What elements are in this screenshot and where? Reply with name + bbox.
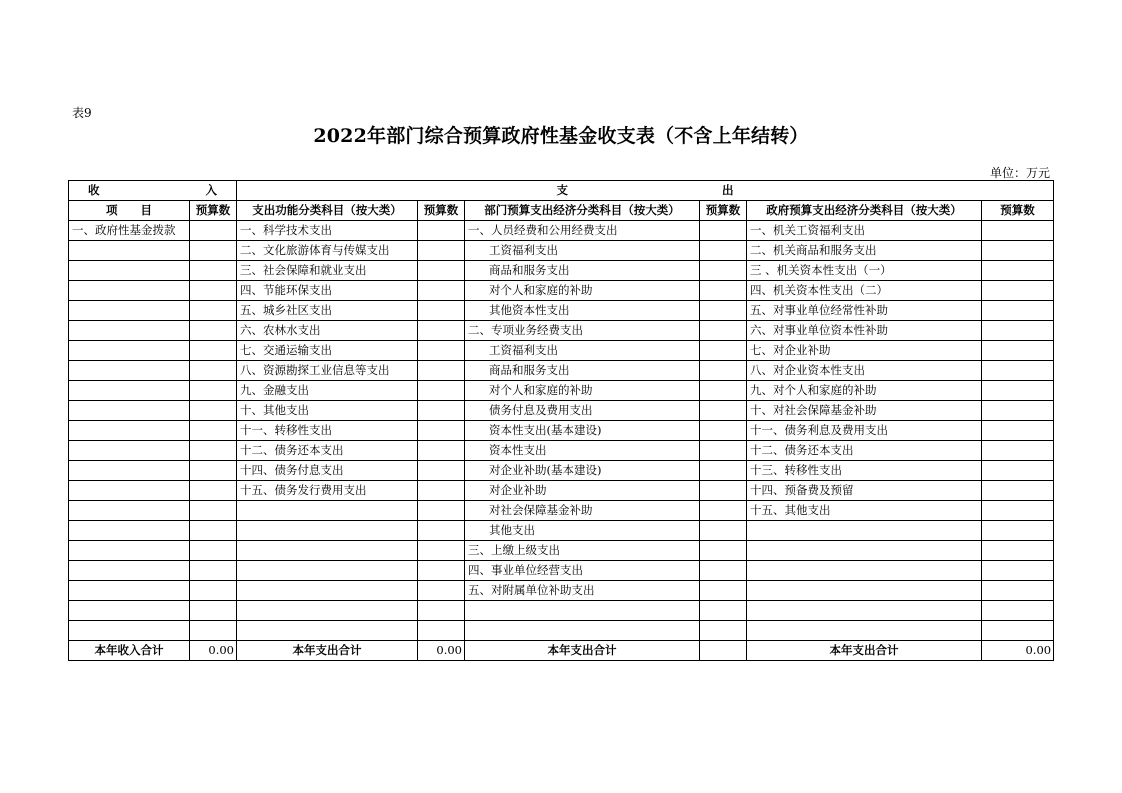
gov-item-cell: 一、机关工资福利支出	[747, 221, 982, 241]
gov-item-cell	[747, 521, 982, 541]
gov-item-cell	[747, 561, 982, 581]
func-item-cell: 十、其他支出	[237, 401, 418, 421]
gov-total-label: 本年支出合计	[747, 641, 982, 661]
dept-item-cell: 对社会保障基金补助	[465, 501, 700, 521]
table-row	[69, 501, 1054, 521]
income-item-cell	[69, 301, 190, 321]
func-budget-cell	[418, 561, 465, 581]
dept-budget-cell	[700, 541, 747, 561]
func-total-label: 本年支出合计	[237, 641, 418, 661]
gov-budget-cell	[982, 581, 1054, 601]
gov-budget-cell	[982, 561, 1054, 581]
income-header	[69, 181, 237, 201]
income-item-cell: 一、政府性基金拨款	[69, 221, 190, 241]
gov-item-cell: 十五、其他支出	[747, 501, 982, 521]
gov-item-cell	[747, 601, 982, 621]
table-row	[69, 481, 1054, 501]
income-item-cell	[69, 421, 190, 441]
dept-budget-cell	[700, 241, 747, 261]
func-budget-cell	[418, 601, 465, 621]
func-budget-cell	[418, 461, 465, 481]
dept-item-cell: 五、对附属单位补助支出	[465, 581, 700, 601]
income-budget-cell	[190, 441, 237, 461]
income-budget-cell	[190, 421, 237, 441]
func-item-cell: 六、农林水支出	[237, 321, 418, 341]
dept-total-label: 本年支出合计	[465, 641, 700, 661]
dept-budget-cell	[700, 621, 747, 641]
budget-table	[68, 180, 1054, 661]
dept-item-cell: 对个人和家庭的补助	[465, 281, 700, 301]
table-row	[69, 541, 1054, 561]
income-budget-cell	[190, 341, 237, 361]
dept-budget-cell	[700, 481, 747, 501]
gov-item-cell	[747, 581, 982, 601]
gov-item-cell: 六、对事业单位资本性补助	[747, 321, 982, 341]
func-budget-cell	[418, 221, 465, 241]
dept-item-cell: 工资福利支出	[465, 341, 700, 361]
income-item-cell	[69, 621, 190, 641]
dept-item-cell: 工资福利支出	[465, 241, 700, 261]
func-budget-cell	[418, 301, 465, 321]
table-row	[69, 621, 1054, 641]
col-gov-header: 政府预算支出经济分类科目（按大类）	[747, 201, 982, 221]
table-row	[69, 521, 1054, 541]
income-budget-cell	[190, 221, 237, 241]
income-item-cell	[69, 561, 190, 581]
func-budget-cell	[418, 501, 465, 521]
gov-item-cell: 九、对个人和家庭的补助	[747, 381, 982, 401]
totals-row	[69, 641, 1054, 661]
gov-budget-cell	[982, 441, 1054, 461]
gov-budget-cell	[982, 481, 1054, 501]
gov-budget-cell	[982, 421, 1054, 441]
func-item-cell: 一、科学技术支出	[237, 221, 418, 241]
table-row	[69, 281, 1054, 301]
func-item-cell	[237, 581, 418, 601]
income-budget-cell	[190, 461, 237, 481]
income-item-cell	[69, 441, 190, 461]
func-budget-cell	[418, 621, 465, 641]
income-budget-cell	[190, 501, 237, 521]
gov-budget-cell	[982, 501, 1054, 521]
table-row	[69, 561, 1054, 581]
income-item-cell	[69, 541, 190, 561]
header-row-columns	[69, 201, 1054, 221]
gov-budget-cell	[982, 281, 1054, 301]
income-budget-cell	[190, 301, 237, 321]
table-row	[69, 421, 1054, 441]
gov-item-cell: 八、对企业资本性支出	[747, 361, 982, 381]
func-budget-cell	[418, 241, 465, 261]
col-budget-header: 预算数	[982, 201, 1054, 221]
income-item-cell	[69, 261, 190, 281]
expense-header-right: 出	[722, 183, 734, 197]
income-budget-cell	[190, 401, 237, 421]
gov-item-cell: 四、机关资本性支出（二）	[747, 281, 982, 301]
gov-item-cell: 二、机关商品和服务支出	[747, 241, 982, 261]
gov-item-cell: 十二、债务还本支出	[747, 441, 982, 461]
gov-budget-cell	[982, 541, 1054, 561]
func-item-cell: 十一、转移性支出	[237, 421, 418, 441]
func-budget-cell	[418, 521, 465, 541]
income-budget-cell	[190, 561, 237, 581]
table-row	[69, 301, 1054, 321]
dept-budget-cell	[700, 261, 747, 281]
func-item-cell	[237, 561, 418, 581]
dept-budget-cell	[700, 301, 747, 321]
dept-budget-cell	[700, 501, 747, 521]
page-title: 2022年部门综合预算政府性基金收支表（不含上年结转）	[313, 125, 809, 147]
table-row	[69, 461, 1054, 481]
dept-item-cell: 对企业补助	[465, 481, 700, 501]
dept-budget-cell	[700, 601, 747, 621]
func-item-cell: 三、社会保障和就业支出	[237, 261, 418, 281]
dept-budget-cell	[700, 401, 747, 421]
income-item-cell	[69, 481, 190, 501]
gov-item-cell: 十四、预备费及预留	[747, 481, 982, 501]
dept-item-cell: 商品和服务支出	[465, 361, 700, 381]
table-row	[69, 601, 1054, 621]
income-item-cell	[69, 601, 190, 621]
func-budget-cell	[418, 341, 465, 361]
income-total-value: 0.00	[190, 641, 237, 661]
gov-item-cell: 七、对企业补助	[747, 341, 982, 361]
func-budget-cell	[418, 261, 465, 281]
col-budget-header: 预算数	[190, 201, 237, 221]
income-budget-cell	[190, 381, 237, 401]
unit-label: 单位：万元	[989, 166, 1050, 180]
income-budget-cell	[190, 261, 237, 281]
table-row	[69, 401, 1054, 421]
gov-budget-cell	[982, 461, 1054, 481]
func-item-cell	[237, 621, 418, 641]
gov-budget-cell	[982, 601, 1054, 621]
gov-budget-cell	[982, 301, 1054, 321]
income-item-cell	[69, 281, 190, 301]
income-budget-cell	[190, 481, 237, 501]
dept-item-cell: 四、事业单位经营支出	[465, 561, 700, 581]
col-func-header: 支出功能分类科目（按大类）	[237, 201, 418, 221]
func-budget-cell	[418, 421, 465, 441]
col-budget-header: 预算数	[700, 201, 747, 221]
gov-item-cell: 五、对事业单位经常性补助	[747, 301, 982, 321]
income-item-cell	[69, 381, 190, 401]
dept-item-cell: 其他支出	[465, 521, 700, 541]
income-budget-cell	[190, 321, 237, 341]
gov-budget-cell	[982, 321, 1054, 341]
func-budget-cell	[418, 541, 465, 561]
income-item-cell	[69, 321, 190, 341]
func-item-cell: 十五、债务发行费用支出	[237, 481, 418, 501]
income-budget-cell	[190, 541, 237, 561]
dept-budget-cell	[700, 441, 747, 461]
income-budget-cell	[190, 581, 237, 601]
func-budget-cell	[418, 321, 465, 341]
table-row	[69, 241, 1054, 261]
income-total-label: 本年收入合计	[69, 641, 190, 661]
gov-item-cell: 三 、机关资本性支出（一）	[747, 261, 982, 281]
gov-total-value: 0.00	[982, 641, 1054, 661]
gov-budget-cell	[982, 521, 1054, 541]
table-row	[69, 441, 1054, 461]
income-item-cell	[69, 461, 190, 481]
dept-item-cell: 一、人员经费和公用经费支出	[465, 221, 700, 241]
dept-budget-cell	[700, 281, 747, 301]
gov-budget-cell	[982, 381, 1054, 401]
table-row	[69, 361, 1054, 381]
dept-item-cell: 资本性支出(基本建设)	[465, 421, 700, 441]
income-header-left: 收	[88, 183, 100, 197]
func-budget-cell	[418, 381, 465, 401]
dept-item-cell: 资本性支出	[465, 441, 700, 461]
col-budget-header: 预算数	[418, 201, 465, 221]
income-budget-cell	[190, 521, 237, 541]
gov-item-cell: 十、对社会保障基金补助	[747, 401, 982, 421]
func-budget-cell	[418, 281, 465, 301]
func-item-cell: 二、文化旅游体育与传媒支出	[237, 241, 418, 261]
dept-item-cell: 债务付息及费用支出	[465, 401, 700, 421]
income-item-cell	[69, 521, 190, 541]
income-item-cell	[69, 581, 190, 601]
dept-budget-cell	[700, 221, 747, 241]
income-item-cell	[69, 361, 190, 381]
gov-item-cell: 十三、转移性支出	[747, 461, 982, 481]
gov-budget-cell	[982, 261, 1054, 281]
income-budget-cell	[190, 601, 237, 621]
dept-budget-cell	[700, 581, 747, 601]
gov-budget-cell	[982, 341, 1054, 361]
dept-budget-cell	[700, 381, 747, 401]
income-item-cell	[69, 241, 190, 261]
func-item-cell: 十二、债务还本支出	[237, 441, 418, 461]
dept-budget-cell	[700, 341, 747, 361]
func-item-cell	[237, 601, 418, 621]
func-item-cell	[237, 521, 418, 541]
dept-budget-cell	[700, 321, 747, 341]
income-header-right: 入	[205, 183, 217, 197]
table-row	[69, 221, 1054, 241]
func-budget-cell	[418, 401, 465, 421]
dept-item-cell: 二、专项业务经费支出	[465, 321, 700, 341]
func-item-cell	[237, 541, 418, 561]
gov-budget-cell	[982, 361, 1054, 381]
expense-header-left: 支	[556, 183, 569, 197]
expense-header	[237, 181, 1054, 201]
table-row	[69, 341, 1054, 361]
func-budget-cell	[418, 441, 465, 461]
income-budget-cell	[190, 621, 237, 641]
func-item-cell: 十四、债务付息支出	[237, 461, 418, 481]
func-item-cell: 五、城乡社区支出	[237, 301, 418, 321]
dept-item-cell	[465, 601, 700, 621]
dept-item-cell	[465, 621, 700, 641]
func-item-cell: 七、交通运输支出	[237, 341, 418, 361]
dept-budget-cell	[700, 461, 747, 481]
income-budget-cell	[190, 281, 237, 301]
func-budget-cell	[418, 481, 465, 501]
func-item-cell: 四、节能环保支出	[237, 281, 418, 301]
table-row	[69, 581, 1054, 601]
func-item-cell: 九、金融支出	[237, 381, 418, 401]
dept-item-cell: 对企业补助(基本建设)	[465, 461, 700, 481]
dept-budget-cell	[700, 561, 747, 581]
table-row	[69, 261, 1054, 281]
col-dept-header: 部门预算支出经济分类科目（按大类）	[465, 201, 700, 221]
gov-budget-cell	[982, 241, 1054, 261]
income-item-cell	[69, 341, 190, 361]
dept-item-cell: 其他资本性支出	[465, 301, 700, 321]
dept-budget-cell	[700, 361, 747, 381]
func-item-cell: 八、资源勘探工业信息等支出	[237, 361, 418, 381]
gov-item-cell	[747, 621, 982, 641]
dept-budget-cell	[700, 521, 747, 541]
income-item-cell	[69, 401, 190, 421]
header-row-top	[69, 181, 1054, 201]
gov-budget-cell	[982, 221, 1054, 241]
func-budget-cell	[418, 361, 465, 381]
gov-item-cell	[747, 541, 982, 561]
income-budget-cell	[190, 361, 237, 381]
dept-item-cell: 对个人和家庭的补助	[465, 381, 700, 401]
income-item-cell	[69, 501, 190, 521]
dept-budget-cell	[700, 421, 747, 441]
table-row	[69, 381, 1054, 401]
dept-item-cell: 商品和服务支出	[465, 261, 700, 281]
gov-item-cell: 十一、债务利息及费用支出	[747, 421, 982, 441]
gov-budget-cell	[982, 621, 1054, 641]
dept-item-cell: 三、上缴上级支出	[465, 541, 700, 561]
func-budget-cell	[418, 581, 465, 601]
gov-budget-cell	[982, 401, 1054, 421]
dept-total-value	[700, 641, 747, 661]
func-item-cell	[237, 501, 418, 521]
income-budget-cell	[190, 241, 237, 261]
table-number: 表9	[72, 106, 92, 120]
table-row	[69, 321, 1054, 341]
func-total-value: 0.00	[418, 641, 465, 661]
col-item-header: 项 目	[69, 201, 190, 221]
